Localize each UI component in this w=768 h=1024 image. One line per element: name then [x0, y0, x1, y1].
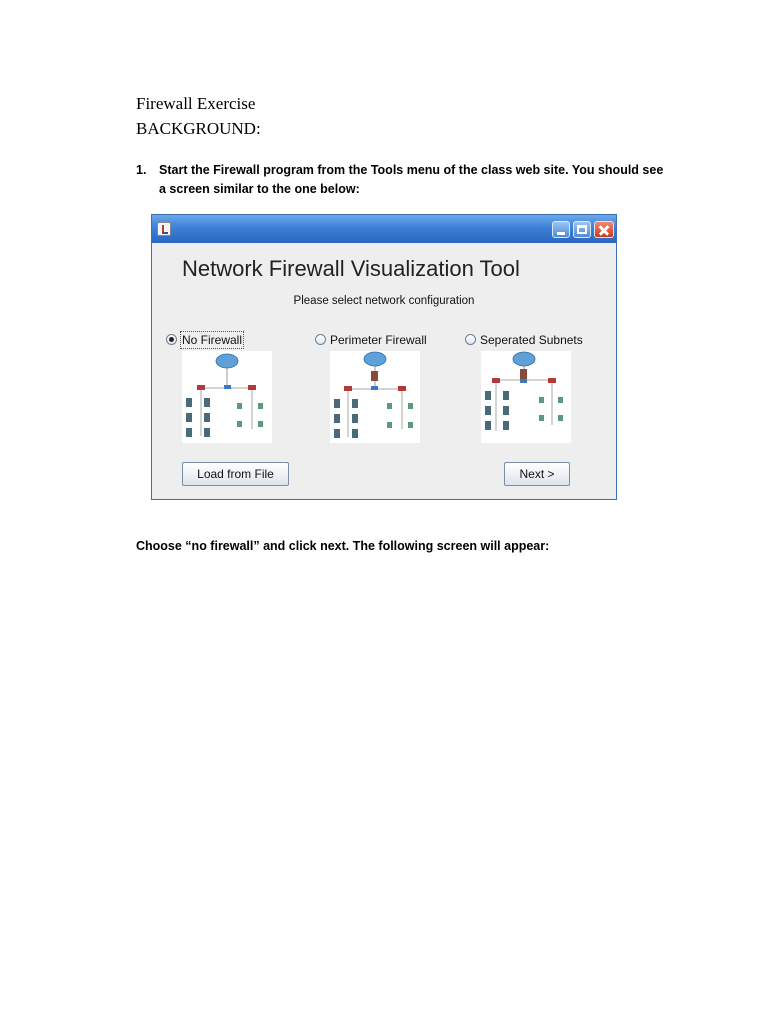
step-number: 1.: [136, 163, 147, 177]
network-diagram-icon: [481, 351, 571, 443]
separated-subnets-diagram[interactable]: [481, 351, 571, 443]
app-title: Network Firewall Visualization Tool: [182, 256, 520, 281]
option-label: No Firewall: [182, 333, 243, 347]
next-button[interactable]: Next >: [504, 462, 570, 486]
radio-no-firewall[interactable]: [166, 334, 177, 345]
maximize-icon[interactable]: [573, 221, 591, 238]
document-subtitle: BACKGROUND:: [136, 119, 261, 138]
option-label: Seperated Subnets: [480, 333, 583, 347]
java-app-icon: [157, 222, 171, 236]
screenshot-window: [151, 214, 617, 500]
instruction-text: Choose “no firewall” and click next. The following screen will appear:: [136, 539, 550, 553]
minimize-icon[interactable]: [552, 221, 570, 238]
no-firewall-diagram[interactable]: [182, 351, 272, 443]
close-icon[interactable]: [594, 221, 614, 238]
radio-separated-subnets[interactable]: [465, 334, 476, 345]
config-prompt: Please select network configuration: [293, 295, 475, 307]
document-title: Firewall Exercise: [136, 94, 256, 113]
step-text: Start the Firewall program from the Tools menu of the class web site. You should see a screen similar to the one below:: [159, 163, 664, 196]
network-diagram-icon: [330, 351, 420, 443]
perimeter-firewall-diagram[interactable]: [330, 351, 420, 443]
option-label: Perimeter Firewall: [330, 333, 427, 347]
network-diagram-icon: [182, 351, 272, 443]
load-from-file-button[interactable]: Load from File: [182, 462, 289, 486]
radio-perimeter-firewall[interactable]: [315, 334, 326, 345]
window-titlebar: [152, 215, 616, 243]
